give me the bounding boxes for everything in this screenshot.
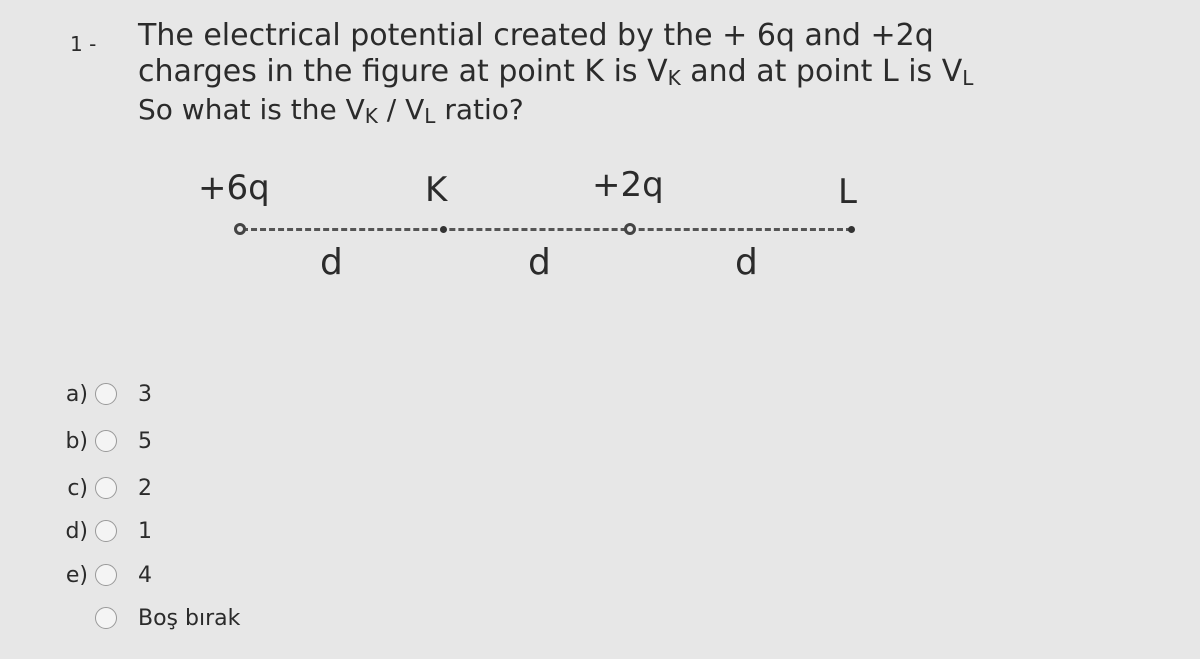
distance-label-3: d xyxy=(735,242,758,283)
question-line-2 xyxy=(138,54,973,96)
subscript-k: K xyxy=(364,104,378,128)
radio-button-a[interactable] xyxy=(95,383,117,405)
dashed-axis-line xyxy=(242,228,852,231)
subscript-l: L xyxy=(424,104,436,128)
point-l-dot xyxy=(848,226,855,233)
option-value: 5 xyxy=(138,429,152,454)
radio-button-leave-blank[interactable] xyxy=(95,607,117,629)
option-letter: d) xyxy=(65,519,88,544)
question-line-2-text-mid: and at point L is V xyxy=(680,54,963,89)
charge-label-2q: +2q xyxy=(592,165,664,205)
radio-button-b[interactable] xyxy=(95,430,117,452)
question-line-3-text: So what is the V xyxy=(138,93,365,126)
question-line-3-text-end: ratio? xyxy=(435,93,524,126)
charge-2q-dot xyxy=(624,223,636,235)
option-letter: c) xyxy=(67,476,88,501)
option-letter: a) xyxy=(65,382,88,407)
question-line-1 xyxy=(138,18,934,54)
option-value: Boş bırak xyxy=(138,606,241,631)
charge-label-6q: +6q xyxy=(198,168,270,208)
distance-label-2: d xyxy=(528,242,551,283)
radio-button-e[interactable] xyxy=(95,564,117,586)
option-value: 4 xyxy=(138,563,152,588)
point-label-l: L xyxy=(838,172,857,212)
charge-6q-dot xyxy=(234,223,246,235)
question-line-1-text: The electrical potential created by the + 6q and +2q xyxy=(138,18,934,53)
option-letter: e) xyxy=(65,563,88,588)
option-value: 2 xyxy=(138,476,152,501)
question-line-3 xyxy=(138,92,524,134)
subscript-k: K xyxy=(667,66,681,90)
distance-label-1: d xyxy=(320,242,343,283)
radio-button-c[interactable] xyxy=(95,477,117,499)
option-letter: b) xyxy=(65,429,88,454)
subscript-l: L xyxy=(962,66,974,90)
point-label-k: K xyxy=(425,170,448,210)
radio-button-d[interactable] xyxy=(95,520,117,542)
point-k-dot xyxy=(440,226,447,233)
option-value: 1 xyxy=(138,519,152,544)
question-line-2-text: charges in the figure at point K is V xyxy=(138,54,668,89)
option-value: 3 xyxy=(138,382,152,407)
question-number: 1 - xyxy=(70,32,97,56)
question-line-3-text-mid: / V xyxy=(377,93,425,126)
